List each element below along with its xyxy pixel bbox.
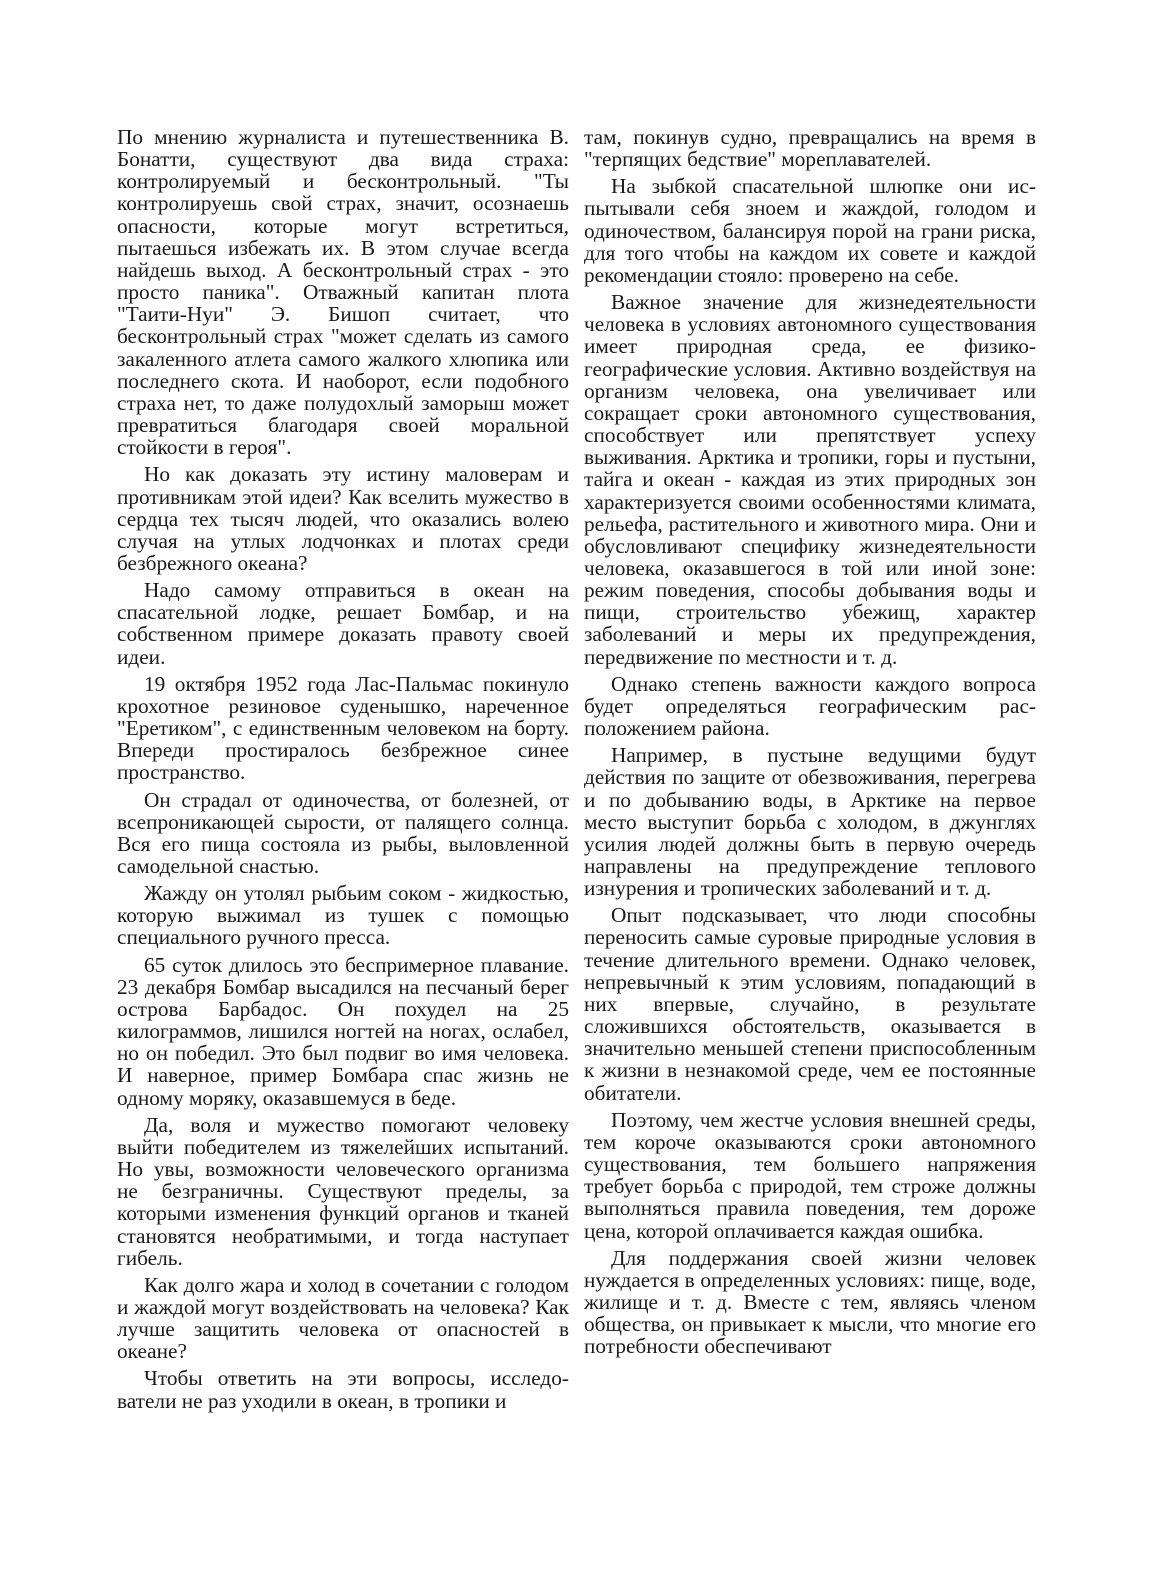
paragraph: Как долго жара и холод в сочетании с голодом и жаждой могут воздействовать на человека? Как лучше защитить человека от опасностей в океане? bbox=[117, 1272, 569, 1364]
paragraph: Он страдал от одиночества, от болезней, от всепроникающей сырости, от палящего солнца. Вся его пища состояла из рыбы, выловленной самодельной снастью. bbox=[117, 787, 569, 878]
paragraph: По мнению журналиста и путешественника В. Бонатти, существуют два вида страха: контролируемый и бесконтрольный. "Ты контролируешь свой страх, значит, осознаешь опасности, которые могут встретиться, пытаешься избежать их. В этом случае всегда найдешь выход. А бесконтрольный страх - это просто паника". Отважный капитан плота "Таити-Нуи" Э. Бишоп считает, что бесконтрольный страх "может сделать из самого закаленного атлета самого жалкого хлюпика или последнего скота. И наоборот, если подобного страха нет, то даже полудохлый заморыш может превратиться благодаря своей моральной стойкости в героя". bbox=[117, 125, 569, 460]
paragraph: Жажду он утолял рыбьим соком - жидкостью, которую выжимал из тушек с помощью специального ручного пресса. bbox=[117, 881, 569, 950]
paragraph: Например, в пустыне ведущими будут действия по защите от обезвоживания, перегрева и по добыванию воды, в Арктике на первое место выступит борьба с холодом, в джунглях усилия людей должны быть в первую очередь направлены на предупреждение теплового изнурения и тропических заболеваний и т. д. bbox=[584, 743, 1036, 901]
paragraph: Да, воля и мужество помогают человеку выйти победителем из тяжелейших испытаний. Но увы, возможности человеческого организма не безграничны. Существуют пределы, за которыми изменения функций органов и тканей становятся необратимыми, и тогда наступает гибель. bbox=[117, 1112, 569, 1270]
paragraph: Поэтому, чем жестче условия внешней среды, тем короче оказываются сроки автономного существования, тем большего напряжения требует борьба с природой, тем строже должны выполняться правила поведения, тем дороже цена, которой оплачивается каждая ошибка. bbox=[584, 1107, 1036, 1243]
paragraph: там, покинув судно, превращались на время в "терпящих бедствие" мореплавателей. bbox=[584, 125, 1036, 172]
paragraph: Однако степень важности каждого вопроса будет определяться географическим расположением района. bbox=[584, 671, 1036, 741]
paragraph: 19 октября 1952 года Лас-Пальмас покинуло крохотное резиновое суденышко, нареченное "Еретиком", с единственным человеком на борту. Впереди простиралось безбрежное синее пространство. bbox=[117, 671, 569, 785]
paragraph: Надо самому отправиться в океан на спасательной лодке, решает Бомбар, и на собственном примере доказать правоту своей идеи. bbox=[117, 578, 569, 669]
paragraph: Важное значение для жизнедеятельности человека в условиях автономного существования имеет природная среда, ее физико-географические условия. Активно воздействуя на организм человека, она увеличивает или сокращает сроки автономного существования, способствует или препятствует успеху выживания. Арктика и тропики, горы и пустыни, тайга и океан - каждая из этих природных зон характеризуется своими особенностями климата, рельефа, растительного и животного мира. Они и обусловливают специфику жизнедеятельности человека, оказавшегося в той или иной зоне: режим поведения, способы добывания воды и пищи, строительство убежищ, характер заболеваний и меры их предупреждения, передвижение по местности и т. д. bbox=[584, 290, 1036, 669]
paragraph: Но как доказать эту истину маловерам и противникам этой идеи? Как вселить мужество в сердца тех тысяч людей, что оказались волею случая на утлых лодчонках и плотах среди безбрежного океана? bbox=[117, 462, 569, 575]
paragraph: Опыт подсказывает, что люди способны переносить самые суровые природные условия в течение длительного времени. Однако человек, непревычный к этим условиям, попадающий в них впервые, случайно, в результате сложившихся обстоятельств, оказывается в значительно меньшей степени приспособленным к жизни в незнакомой среде, чем ее постоянные обитатели. bbox=[584, 903, 1036, 1105]
paragraph: На зыбкой спасательной шлюпке они испытывали себя зноем и жаждой, голодом и одиночеством, балансируя порой на грани риска, для того чтобы на каждом их совете и каждой рекомендации стояло: проверено на себе. bbox=[584, 174, 1036, 287]
right-text-column bbox=[584, 126, 1036, 1362]
paragraph: 65 суток длилось это беспримерное плавание. 23 декабря Бомбар высадился на песчаный берег острова Барбадос. Он похудел на 25 килограммов, лишился ногтей на ногах, ослабел, но он победил. Это был подвиг во имя человека. И наверное, пример Бомбара спас жизнь не одному моряку, оказавшемуся в беде. bbox=[117, 952, 569, 1110]
paragraph: Чтобы ответить на эти вопросы, исследователи не раз уходили в океан, в тропики и bbox=[117, 1366, 569, 1413]
left-text-column bbox=[117, 126, 569, 1417]
paragraph: Для поддержания своей жизни человек нуждается в определенных условиях: пище, воде, жилище и т. д. Вместе с тем, являясь членом общества, он привыкает к мысли, что многие его потребности обеспечивают bbox=[584, 1245, 1036, 1359]
